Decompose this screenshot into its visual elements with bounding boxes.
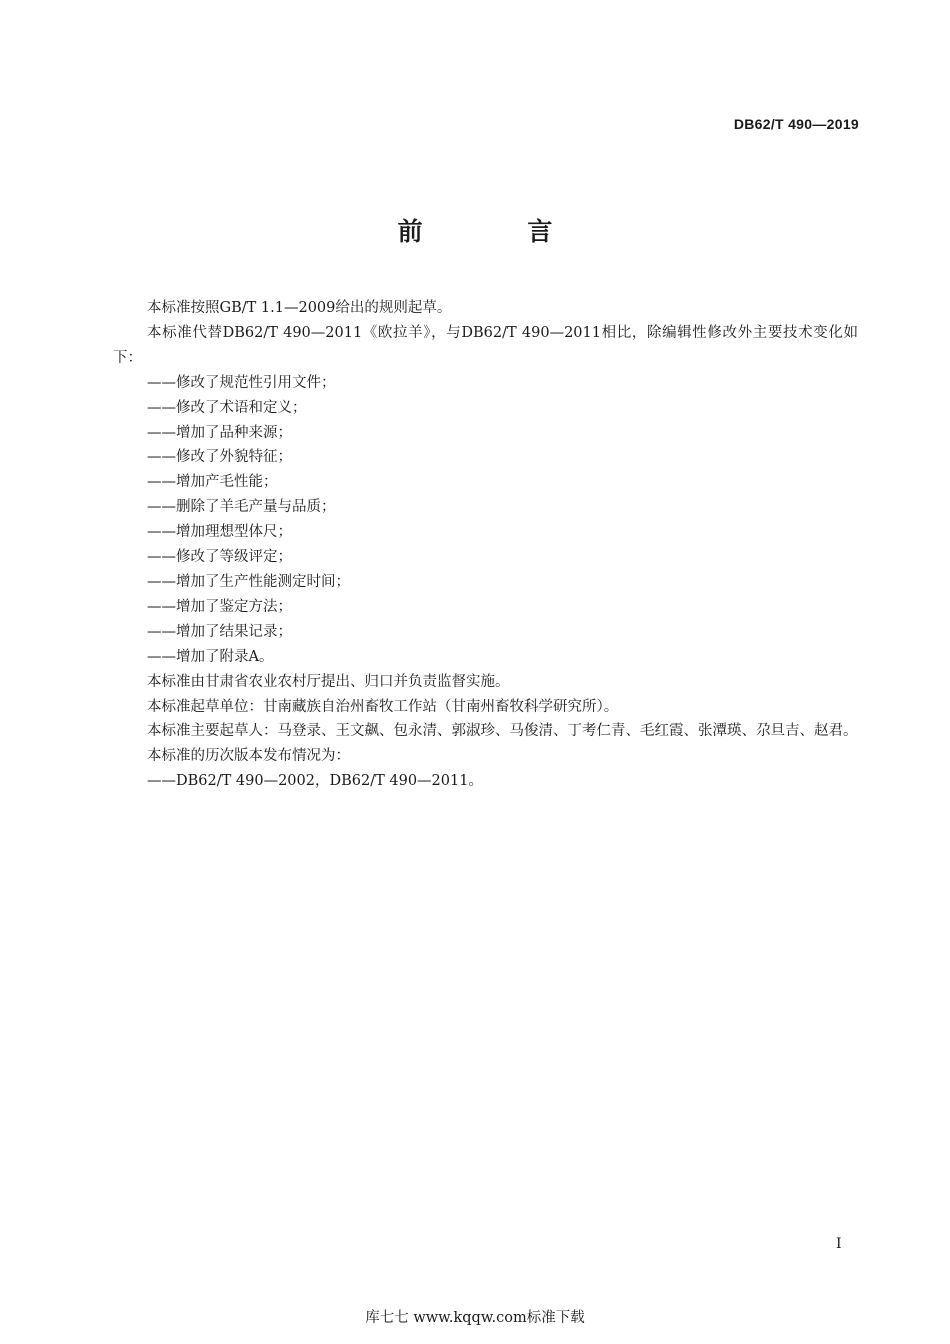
list-item: ——增加产毛性能； [147,474,278,491]
list-item: ——增加了品种来源； [147,424,292,441]
paragraph: 本标准起草单位：甘南藏族自治州畜牧工作站（甘南州畜牧科学研究所）。 [147,698,619,715]
list-item: ——DB62/T 490—2002，DB62/T 490—2011。 [147,773,483,790]
list-item: ——修改了等级评定； [147,549,292,566]
paragraph: 本标准的历次版本发布情况为： [147,748,350,765]
list-item: ——修改了外貌特征； [147,449,292,466]
paragraph: 本标准主要起草人：马登录、王文飙、包永清、郭淑珍、马俊清、丁考仁青、毛红霞、张潭瑛、尕旦吉、赵君。 [147,723,858,740]
page-title: 前 言 [397,217,601,246]
list-item: ——修改了术语和定义； [147,399,307,416]
footer-watermark: 库七七 www.kqqw.com标准下载 [365,1310,585,1326]
standard-code: DB62/T 490—2019 [733,116,859,132]
list-item: ——修改了规范性引用文件； [147,374,336,391]
list-item: ——增加了生产性能测定时间； [147,573,350,590]
list-item: ——增加了附录A。 [147,648,274,665]
list-item: ——增加了鉴定方法； [147,598,292,615]
list-item: ——增加了结果记录； [147,623,292,640]
list-item: ——增加理想型体尺； [147,524,292,541]
paragraph: 本标准由甘肃省农业农村厅提出、归口并负责监督实施。 [147,673,510,690]
page-number: I [836,1236,842,1252]
paragraph: 本标准按照GB/T 1.1—2009给出的规则起草。 [147,300,452,316]
list-item: ——删除了羊毛产量与品质； [147,499,336,516]
foreword-body [113,296,858,794]
paragraph: 本标准代替DB62/T 490—2011《欧拉羊》，与DB62/T 490—2011相比，除编辑性修改外主要技术变化如下： [113,324,858,366]
